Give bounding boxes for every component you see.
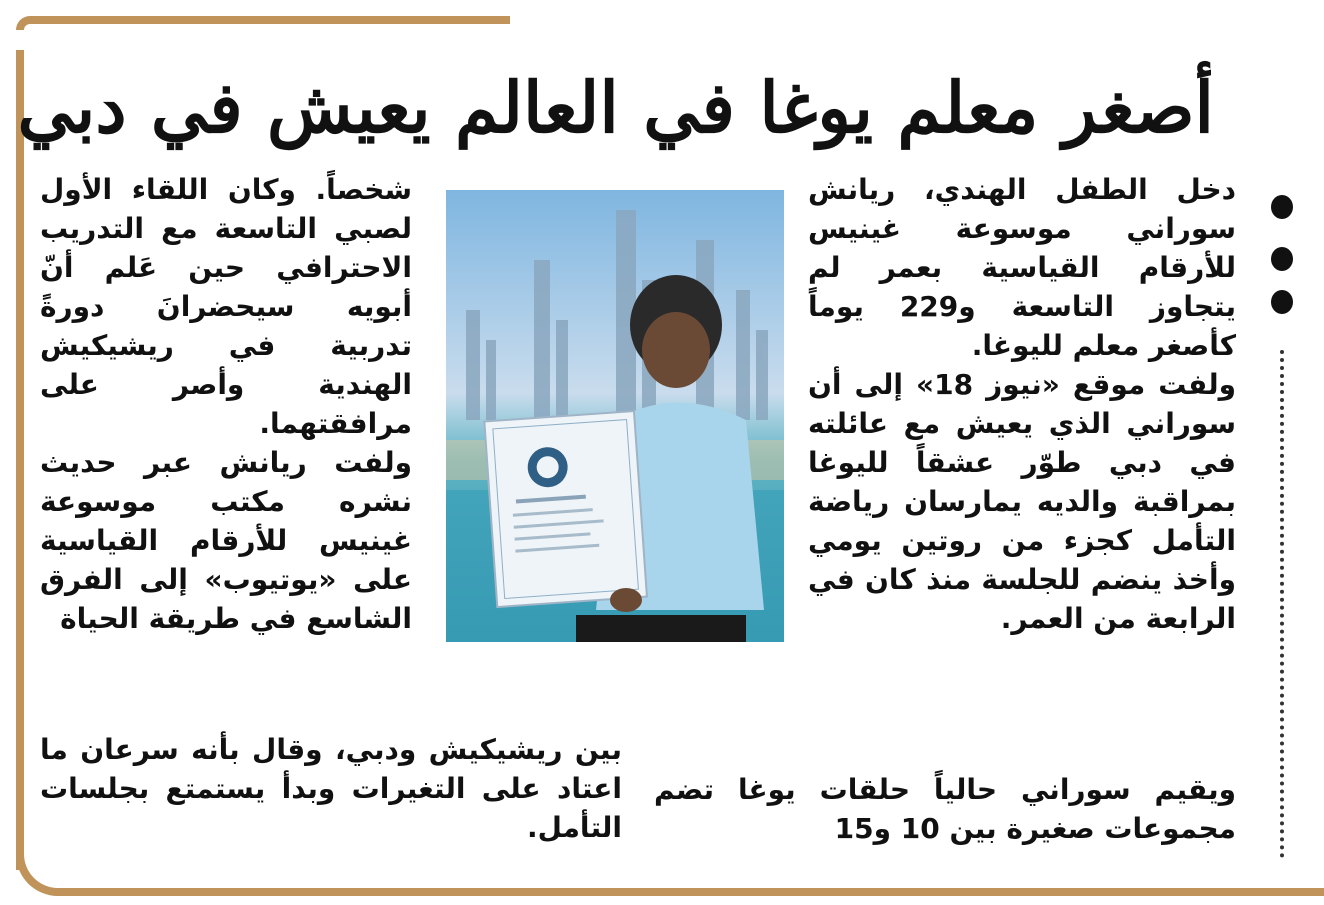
- paragraph-news18: ولفت موقع «نيوز 18» إلى أن سوراني الذي يعيش مع عائلته في دبي طوّر عشقاً لليوغا بمراقبة والديه يمارسان رياضة التأمل كجزء من روتين يومي وأخذ ينضم للجلسة منذ كان في الرابعة من العمر.: [808, 368, 1236, 635]
- frame-left-border: [16, 50, 24, 870]
- frame-top-border: [16, 16, 510, 30]
- article-headline: أصغر معلم يوغا في العالم يعيش في دبي: [17, 66, 1214, 149]
- dotted-column-rule: [1280, 350, 1284, 858]
- child-holding-certificate-icon: [446, 190, 784, 642]
- article-bottom-left: بين ريشيكيش ودبي، وقال بأنه سرعان ما اعتاد على التغيرات وبدأ يستمتع بجلسات التأمل.: [40, 733, 622, 844]
- bullet-dot-2: [1271, 247, 1293, 271]
- paragraph-youtube: ولفت ريانش عبر حديث نشره مكتب موسوعة غينيس للأرقام القياسية على «يوتيوب» إلى الفرق الشاسع في طريقة الحياة: [40, 446, 412, 635]
- paragraph-intro: دخل الطفل الهندي، ريانش سوراني موسوعة غينيس للأرقام القياسية بعمر لم يتجاوز التاسعة و229 يوماً كأصغر معلم لليوغا.: [808, 173, 1236, 362]
- article-right-column: [808, 170, 1236, 870]
- paragraph-first-training: شخصاً. وكان اللقاء الأول لصبي التاسعة مع التدريب الاحترافي حين عَلم أنّ أبويه سيحضرانَ دورةً تدربية في ريشيكيش الهندية وأصر على مرافقتهما.: [40, 173, 412, 440]
- article-bottom-middle: ويقيم سوراني حالياً حلقات يوغا تضم مجموعات صغيرة بين 10 و15: [654, 773, 1236, 845]
- bullet-dot-3: [1271, 290, 1293, 314]
- bullet-dot-1: [1271, 195, 1293, 219]
- article-photo: [446, 190, 784, 642]
